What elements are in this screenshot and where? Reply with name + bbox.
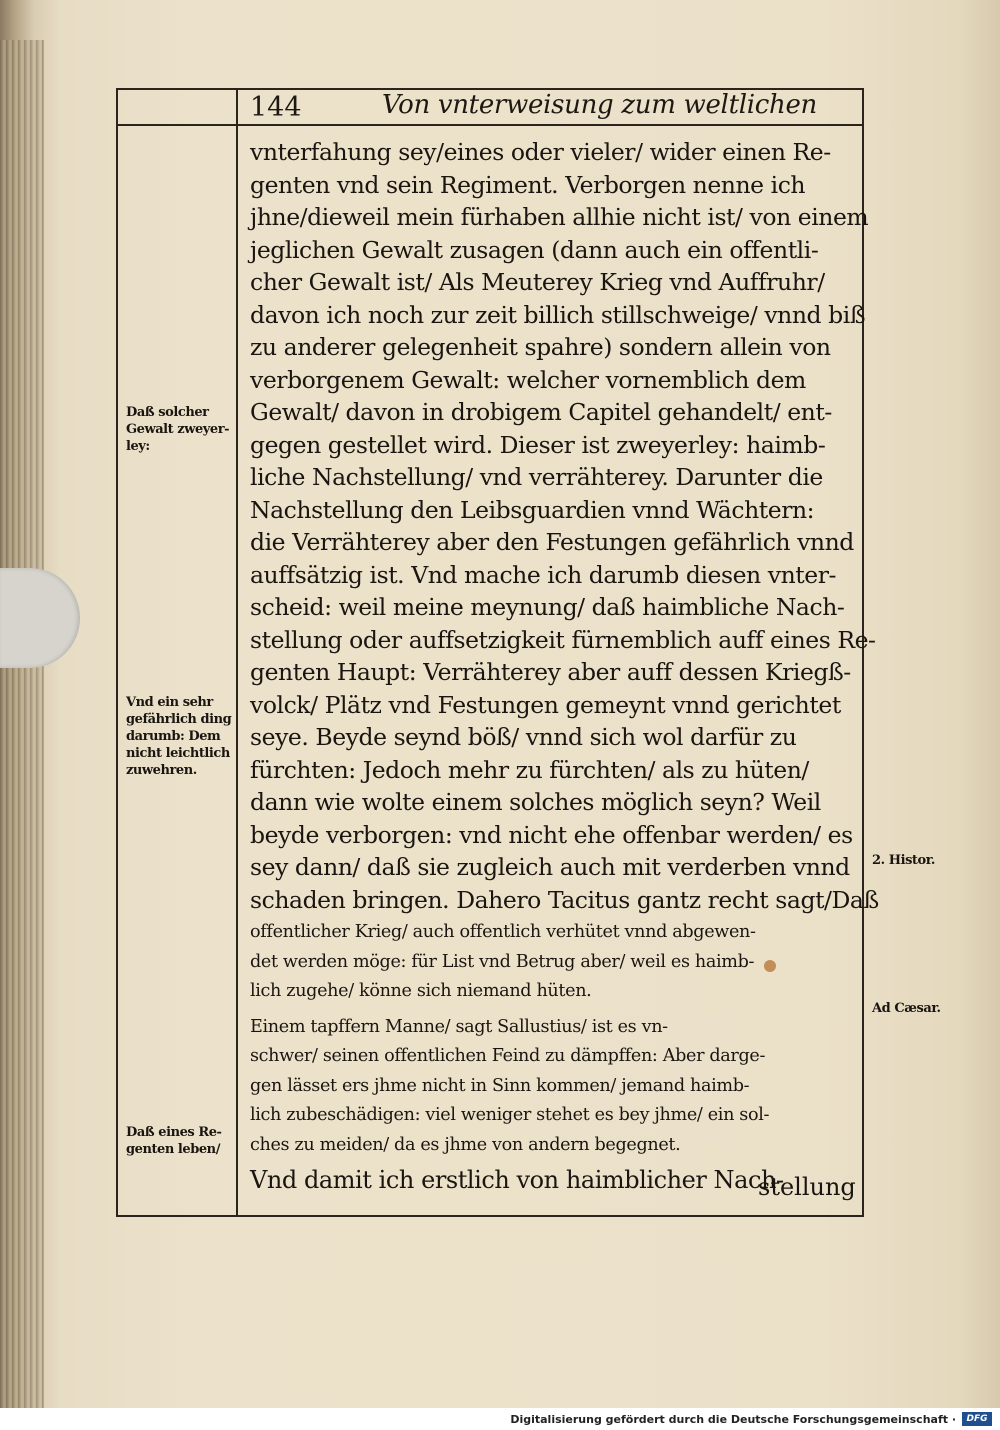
text-line: auffsätzig ist. Vnd mache ich darumb diesen vnter- xyxy=(250,560,836,589)
text-line: vnterfahung sey/eines oder vieler/ wider einen Re- xyxy=(250,138,831,166)
book-page-edges xyxy=(0,40,44,1408)
note-line: Daß solcher xyxy=(126,405,209,420)
note-line: genten leben/ xyxy=(126,1142,220,1157)
note-line: Vnd ein sehr xyxy=(126,695,213,710)
text-line: lich zubeschädigen: viel weniger stehet es bey jhme/ ein sol- xyxy=(250,1105,770,1125)
text-line: ches zu meiden/ da es jhme von andern begegnet. xyxy=(250,1134,681,1155)
text-line: gen lässet ers jhme nicht in Sinn kommen/ jemand haimb- xyxy=(250,1075,750,1096)
note-line: nicht leichtlich xyxy=(126,746,230,761)
footer-bar xyxy=(0,1408,1000,1430)
text-line: Nachstellung den Leibsguardien vnnd Wächtern: xyxy=(250,495,815,524)
ink-stain xyxy=(764,960,776,972)
note-line: ley: xyxy=(126,439,150,454)
note-line: Daß eines Re- xyxy=(126,1125,222,1140)
text-line: zu anderer gelegenheit spahre) sondern allein von xyxy=(250,333,831,361)
funding-credit: Digitalisierung gefördert durch die Deutsche Forschungsgemeinschaft · xyxy=(510,1413,956,1426)
text-line: Vnd damit ich erstlich von haimblicher Nach- xyxy=(250,1166,784,1194)
margin-note-right xyxy=(872,852,935,869)
text-line: Einem tapffern Manne/ sagt Sallustius/ ist es vn- xyxy=(250,1016,668,1037)
text-line: lich zugehe/ könne sich niemand hüten. xyxy=(250,981,592,1001)
text-line: genten vnd sein Regiment. Verborgen nenne ich xyxy=(250,170,806,199)
margin-note-left xyxy=(126,404,229,455)
text-line: jeglichen Gewalt zusagen (dann auch ein offentli- xyxy=(250,235,819,264)
text-line: seye. Beyde seynd böß/ vnnd sich wol darfür zu xyxy=(250,723,797,751)
text-line: offentlicher Krieg/ auch offentlich verhütet vnnd abgewen- xyxy=(250,922,756,942)
text-line: liche Nachstellung/ vnd verrähterey. Darunter die xyxy=(250,463,823,491)
text-line: fürchten: Jedoch mehr zu fürchten/ als zu hüten/ xyxy=(250,755,809,784)
body-paragraph xyxy=(250,136,879,916)
margin-note-left xyxy=(126,694,231,779)
text-line: volck/ Plätz vnd Festungen gemeynt vnnd gerichtet xyxy=(250,690,841,719)
text-line: jhne/dieweil mein fürhaben allhie nicht ist/ von einem xyxy=(250,203,869,231)
text-line: beyde verborgen: vnd nicht ehe offenbar werden/ es xyxy=(250,820,853,849)
note-line: Gewalt zweyer- xyxy=(126,422,230,437)
page-tab-marker xyxy=(0,568,80,668)
tacitus-citation xyxy=(250,918,850,1007)
main-text xyxy=(250,136,879,1197)
note-line: zuwehren. xyxy=(126,763,197,778)
note-line: gefährlich ding xyxy=(126,712,232,727)
header-rule xyxy=(116,124,862,126)
margin-note-left xyxy=(126,1124,222,1158)
text-line: schwer/ seinen offentlichen Feind zu dämpffen: Aber darge- xyxy=(250,1046,766,1066)
text-line: det werden möge: für List vnd Betrug aber/ weil es haimb- xyxy=(250,951,755,972)
text-line: Gewalt/ davon in drobigem Capitel gehandelt/ ent- xyxy=(250,398,832,426)
text-line: dann wie wolte einem solches möglich seyn? Weil xyxy=(250,788,821,816)
note-line: 2. Histor. xyxy=(872,853,935,868)
margin-note-right xyxy=(872,1000,941,1017)
text-line: die Verrähterey aber den Festungen gefährlich vnnd xyxy=(250,528,854,556)
note-line: Ad Cæsar. xyxy=(872,1001,941,1016)
text-line: genten Haupt: Verrähterey aber auff dessen Kriegß- xyxy=(250,658,851,686)
running-head: Von vnterweisung zum weltlichen xyxy=(382,90,817,120)
sallustius-quote xyxy=(250,1013,850,1161)
text-line: schaden bringen. Dahero Tacitus gantz recht sagt/Daß xyxy=(250,885,879,914)
text-line: scheid: weil meine meynung/ daß haimbliche Nach- xyxy=(250,593,845,621)
text-line: cher Gewalt ist/ Als Meuterey Krieg vnd Auffruhr/ xyxy=(250,268,825,296)
text-line: stellung oder auffsetzigkeit fürnemblich auff eines Re- xyxy=(250,625,876,654)
page-number: 144 xyxy=(250,92,302,123)
note-line: darumb: Dem xyxy=(126,729,221,744)
dfg-logo: DFG xyxy=(962,1412,992,1426)
text-line: davon ich noch zur zeit billich stillschweige/ vnnd biß xyxy=(250,300,866,329)
margin-rule xyxy=(236,88,238,1215)
text-line: gegen gestellet wird. Dieser ist zweyerley: haimb- xyxy=(250,430,826,459)
catchword: stellung xyxy=(758,1173,856,1201)
text-line: verborgenem Gewalt: welcher vornemblich dem xyxy=(250,365,806,394)
text-line: sey dann/ daß sie zugleich auch mit verderben vnnd xyxy=(250,853,850,881)
